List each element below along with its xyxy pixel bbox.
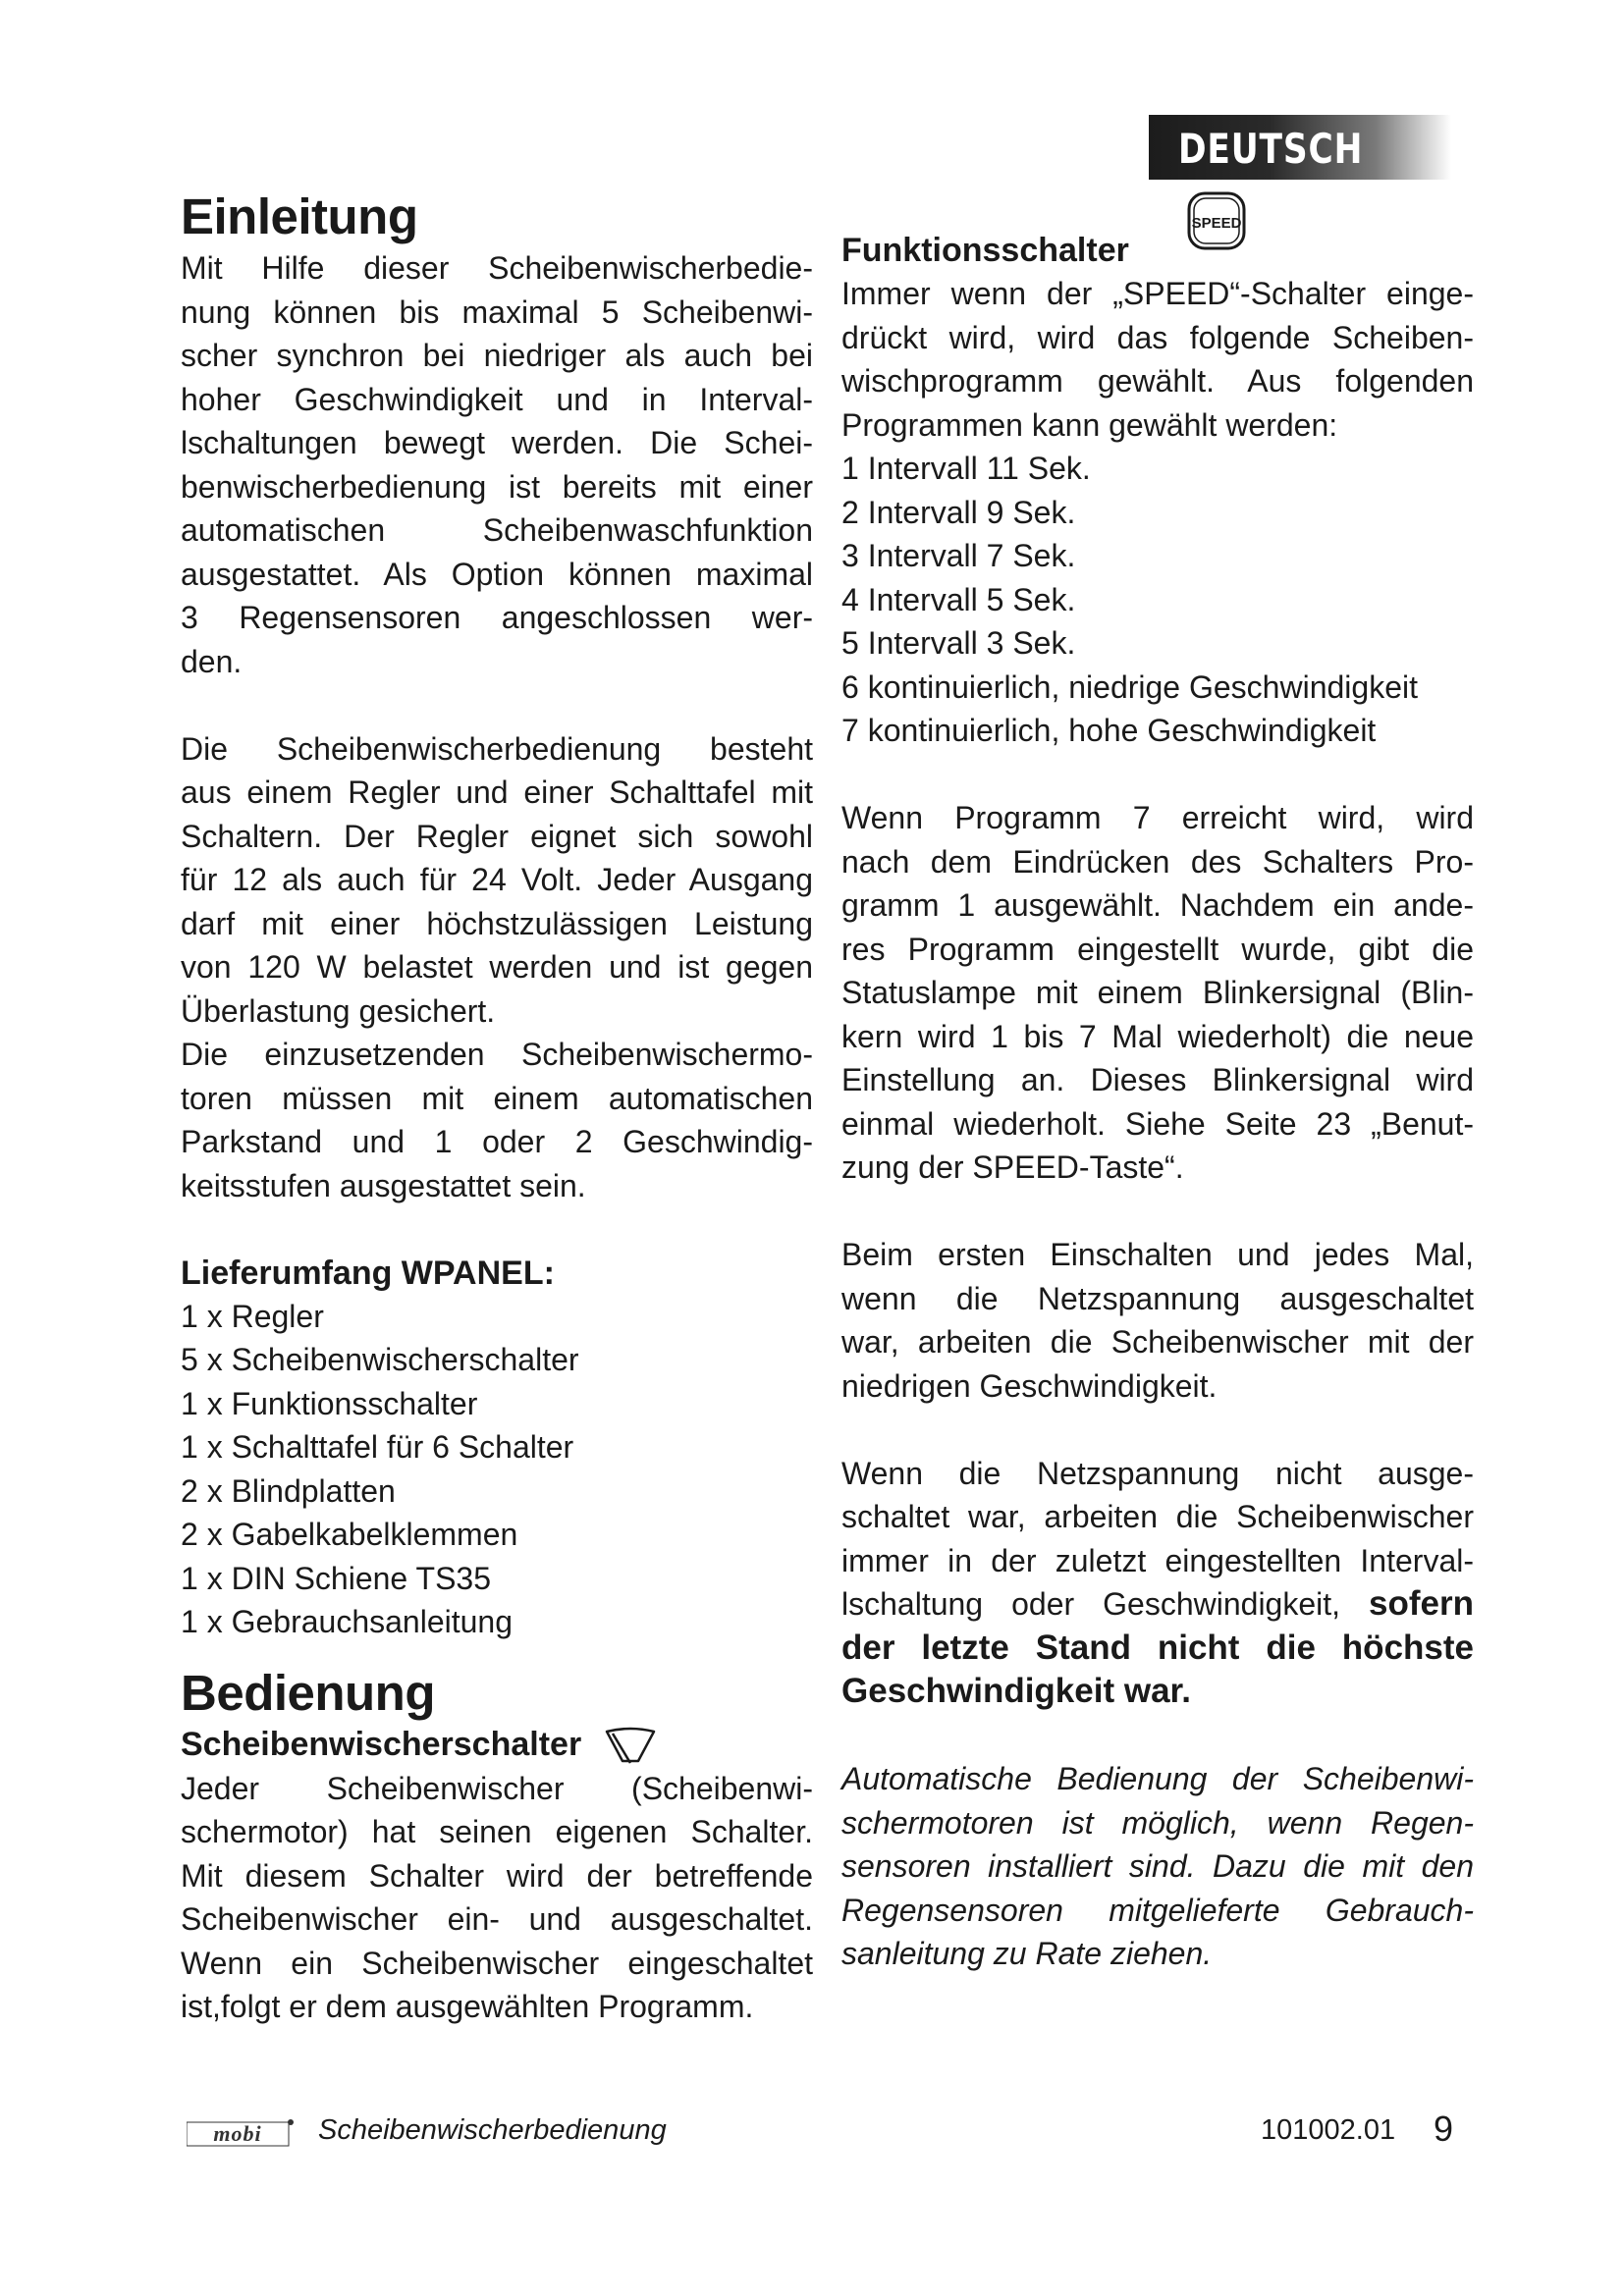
list-item: 1 x DIN Schiene TS35 xyxy=(181,1560,492,1596)
mains-bold-line: der letzte Stand nicht die höchste xyxy=(841,1628,1474,1667)
components-line: Schaltern. Der Regler eignet sich sowohl xyxy=(181,818,813,854)
first-on-line-last: niedrigen Geschwindigkeit. xyxy=(841,1367,1218,1404)
first-on-paragraph xyxy=(841,1233,1474,1364)
intro-line: ausgestattet. Als Option können maximal xyxy=(181,556,813,592)
program7-line-last: zung der SPEED-Taste“. xyxy=(841,1149,1184,1185)
list-item: 3 Intervall 7 Sek. xyxy=(841,538,1076,573)
components-line: Die Scheibenwischerbedienung besteht xyxy=(181,730,813,767)
motors-line: Die einzusetzenden Scheibenwischermo- xyxy=(181,1037,813,1072)
list-item: 1 x Regler xyxy=(181,1298,324,1334)
rain-sensor-line: schermotoren ist möglich, wenn Regen- xyxy=(841,1804,1474,1841)
intro-line: nung können bis maximal 5 Scheibenwi- xyxy=(181,294,813,330)
mains-paragraph xyxy=(841,1452,1474,1671)
wiper-line-last: ist,folgt er dem ausgewählten Programm. xyxy=(181,1989,754,2025)
intro-line: benwischerbedienung ist bereits mit einer xyxy=(181,468,813,505)
language-tab-label: DEUTSCH xyxy=(1178,125,1364,173)
motors-line: toren müssen mit einem automatischen xyxy=(181,1080,813,1116)
program7-line: kern wird 1 bis 7 Mal wiederholt) die neue xyxy=(841,1018,1474,1054)
scope-list xyxy=(181,1295,813,1644)
list-item: 1 x Schalttafel für 6 Schalter xyxy=(181,1429,574,1465)
footer-title: Scheibenwischerbedienung xyxy=(318,2114,667,2146)
components-line: aus einem Regler und einer Schalttafel mit xyxy=(181,774,813,810)
list-item: 1 Intervall 11 Sek. xyxy=(841,451,1091,486)
list-item: 2 x Blindplatten xyxy=(181,1472,396,1509)
motors-line-last: keitsstufen ausgestattet sein. xyxy=(181,1167,586,1203)
intro-line: scher synchron bei niedriger als auch bei xyxy=(181,338,813,373)
right-column xyxy=(841,215,1474,1976)
brand-logo xyxy=(187,2116,295,2150)
function-paragraph xyxy=(841,272,1474,403)
language-tab xyxy=(1149,115,1451,180)
first-on-line: wenn die Netzspannung ausgeschaltet xyxy=(841,1280,1474,1316)
rain-sensor-line: sensoren installiert sind. Dazu die mit den xyxy=(841,1848,1474,1884)
components-line: für 12 als auch für 24 Volt. Jeder Ausgang xyxy=(181,862,813,897)
mains-line-normal: lschaltung oder Geschwindigkeit, xyxy=(841,1586,1341,1622)
motors-paragraph xyxy=(181,1033,813,1164)
wiper-icon xyxy=(603,1726,658,1767)
components-line: von 120 W belastet werden und ist gegen xyxy=(181,949,813,985)
footer-doc-number: 101002.01 xyxy=(1261,2114,1396,2146)
components-paragraph xyxy=(181,727,813,989)
speed-icon xyxy=(1185,189,1248,252)
function-line: Immer wenn der „SPEED“-Schalter einge- xyxy=(841,276,1474,311)
first-on-line: war, arbeiten die Scheibenwischer mit der xyxy=(841,1324,1474,1360)
heading-einleitung: Einleitung xyxy=(181,188,418,244)
program7-line: gramm 1 ausgewählt. Nachdem ein ande- xyxy=(841,887,1474,923)
mains-line: Wenn die Netzspannung nicht ausge- xyxy=(841,1455,1474,1491)
function-line-last: Programmen kann gewählt werden: xyxy=(841,406,1338,443)
function-line: wischprogramm gewählt. Aus folgenden xyxy=(841,363,1474,399)
components-line-last: Überlastung gesichert. xyxy=(181,992,496,1029)
intro-line: hoher Geschwindigkeit und in Interval- xyxy=(181,381,813,417)
program7-line: Einstellung an. Dieses Blinkersignal wird xyxy=(841,1062,1474,1097)
intro-line: 3 Regensensoren angeschlossen wer- xyxy=(181,600,813,635)
heading-bedienung: Bedienung xyxy=(181,1664,435,1721)
motors-line: Parkstand und 1 oder 2 Geschwindig- xyxy=(181,1124,813,1159)
intro-line: lschaltungen bewegt werden. Die Schei- xyxy=(181,425,813,460)
wiper-switch-heading xyxy=(181,1723,813,1767)
wiper-line: Mit diesem Schalter wird der betreffende xyxy=(181,1857,813,1894)
rain-sensor-line: Regensensoren mitgelieferte Gebrauch- xyxy=(841,1892,1474,1928)
wiper-paragraph xyxy=(181,1767,813,1986)
program7-line: nach dem Eindrücken des Schalters Pro- xyxy=(841,843,1474,880)
scope-heading: Lieferumfang WPANEL: xyxy=(181,1254,555,1292)
page-number: 9 xyxy=(1434,2109,1454,2149)
program7-line: Wenn Programm 7 erreicht wird, wird xyxy=(841,800,1474,835)
wiper-line: schermotor) hat seinen eigenen Schalter. xyxy=(181,1814,813,1850)
function-switch-heading xyxy=(841,215,1474,272)
mains-line: immer in der zuletzt eingestellten Interval- xyxy=(841,1542,1474,1578)
wiper-line: Wenn ein Scheibenwischer eingeschaltet xyxy=(181,1945,813,1981)
program7-paragraph xyxy=(841,796,1474,1146)
program7-line: res Programm eingestellt wurde, gibt die xyxy=(841,931,1474,967)
rain-sensor-note xyxy=(841,1757,1474,1932)
mains-line-bold: sofern xyxy=(1369,1584,1474,1623)
list-item: 4 Intervall 5 Sek. xyxy=(841,581,1076,617)
program-list xyxy=(841,447,1474,753)
mains-line: schaltet war, arbeiten die Scheibenwischer xyxy=(841,1499,1474,1534)
footer xyxy=(181,2110,1457,2160)
list-item: 5 x Scheibenwischerschalter xyxy=(181,1342,579,1377)
intro-line-last: den. xyxy=(181,643,243,679)
list-item: 5 Intervall 3 Sek. xyxy=(841,625,1076,661)
intro-line: automatischen Scheibenwaschfunktion xyxy=(181,512,813,548)
list-item: 1 x Gebrauchsanleitung xyxy=(181,1604,513,1639)
program7-line: Statuslampe mit einem Blinkersignal (Blin- xyxy=(841,975,1474,1010)
list-item: 2 x Gabelkabelklemmen xyxy=(181,1517,518,1552)
rain-sensor-line-last: sanleitung zu Rate ziehen. xyxy=(841,1936,1213,1971)
list-item: 2 Intervall 9 Sek. xyxy=(841,494,1076,530)
brand-logo-text: mobi xyxy=(213,2121,262,2146)
components-line: darf mit einer höchstzulässigen Leistung xyxy=(181,905,813,941)
list-item: 6 kontinuierlich, niedrige Geschwindigkeit xyxy=(841,668,1418,705)
wiper-line: Scheibenwischer ein- und ausgeschaltet. xyxy=(181,1901,813,1938)
list-item: 1 x Funktionsschalter xyxy=(181,1385,478,1421)
speed-icon-label: SPEED xyxy=(1191,215,1242,232)
intro-line: Mit Hilfe dieser Scheibenwischerbedie- xyxy=(181,250,813,286)
function-switch-heading-text: Funktionsschalter xyxy=(841,232,1129,269)
wiper-line: Jeder Scheibenwischer (Scheibenwi- xyxy=(181,1770,813,1806)
first-on-line: Beim ersten Einschalten und jedes Mal, xyxy=(841,1237,1474,1272)
rain-sensor-line: Automatische Bedienung der Scheibenwi- xyxy=(841,1761,1474,1796)
left-column xyxy=(181,187,813,2029)
list-item: 7 kontinuierlich, hohe Geschwindigkeit xyxy=(841,713,1377,748)
intro-paragraph xyxy=(181,246,813,640)
function-line: drückt wird, wird das folgende Scheiben- xyxy=(841,319,1474,355)
mains-line xyxy=(841,1582,1474,1627)
mains-bold-last: Geschwindigkeit war. xyxy=(841,1672,1191,1710)
wiper-switch-heading-text: Scheibenwischerschalter xyxy=(181,1725,582,1763)
program7-line: einmal wiederholt. Siehe Seite 23 „Benut- xyxy=(841,1105,1474,1142)
